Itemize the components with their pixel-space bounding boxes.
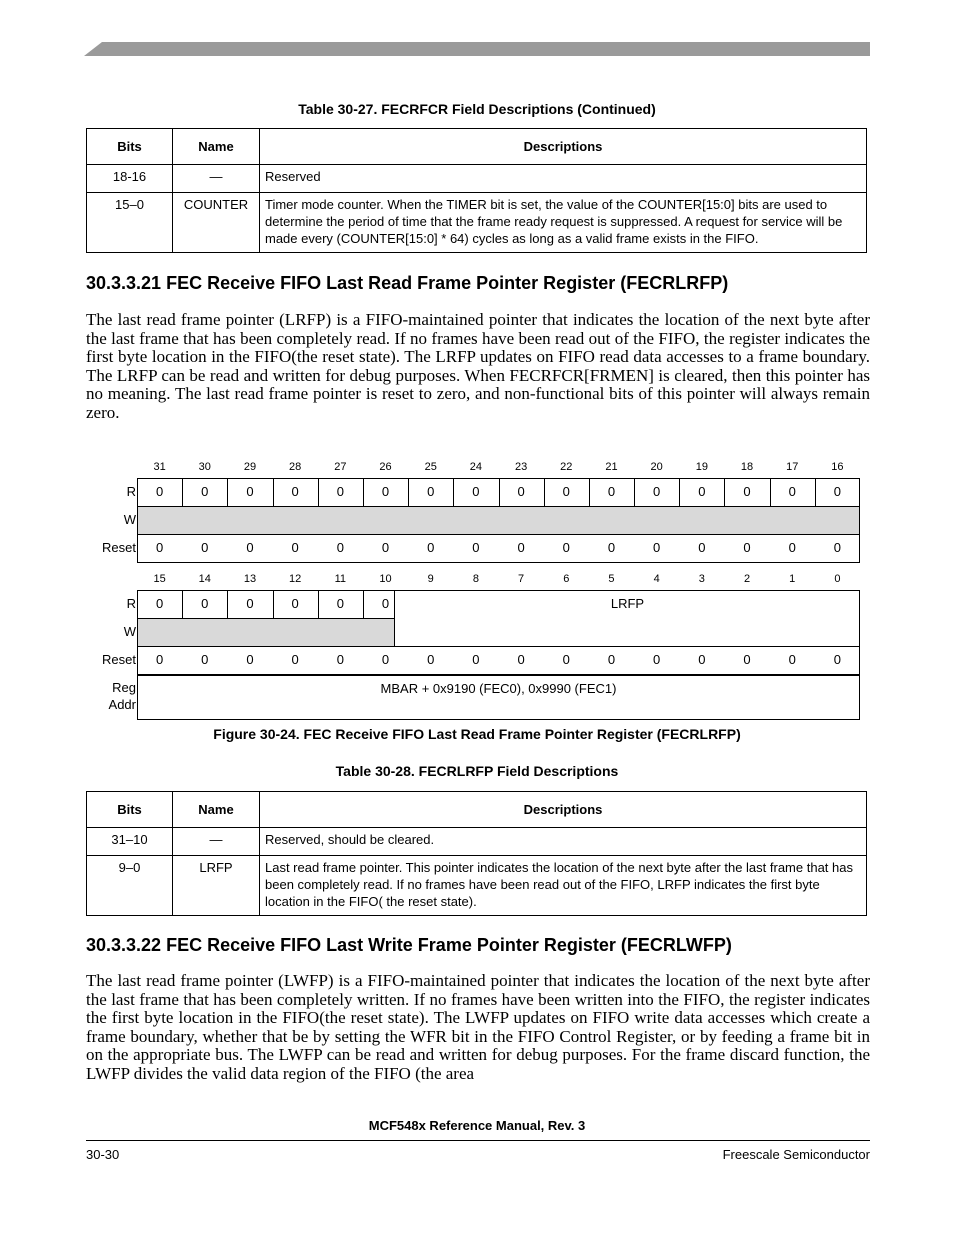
r-bit-value: 0 xyxy=(246,484,254,499)
reset-bit-value: 0 xyxy=(743,652,751,667)
cell-bits: 9–0 xyxy=(87,856,173,916)
section-21-heading: 30.3.3.21 FEC Receive FIFO Last Read Frame Pointer Register (FECRLRFP) xyxy=(86,273,729,293)
cell-bits: 31–10 xyxy=(87,828,173,856)
bit-number: 28 xyxy=(289,461,302,473)
bit-number: 17 xyxy=(786,461,799,473)
cell-name: — xyxy=(173,828,260,856)
r-bit-value: 0 xyxy=(562,484,570,499)
bit-number: 22 xyxy=(560,461,573,473)
bit-number: 12 xyxy=(289,573,302,585)
bit-divider xyxy=(363,590,364,619)
r-bit-value: 0 xyxy=(653,484,661,499)
bit-number: 10 xyxy=(379,573,392,585)
bit-number: 8 xyxy=(472,573,479,585)
reset-bit-value: 0 xyxy=(291,652,299,667)
label-w-upper: W xyxy=(123,512,136,527)
bit-number: 25 xyxy=(424,461,437,473)
table-28-caption: Table 30-28. FECRLRFP Field Descriptions xyxy=(335,763,619,779)
reset-bit-value: 0 xyxy=(833,652,842,667)
r-bit-value: 0 xyxy=(698,484,706,499)
bit-number: 30 xyxy=(198,461,211,473)
bit-number: 4 xyxy=(653,573,660,585)
lower-w-line xyxy=(137,646,860,647)
label-reset-lower: Reset xyxy=(102,652,136,667)
reset-bit-value: 0 xyxy=(472,540,480,555)
reset-bit-value: 0 xyxy=(381,652,390,667)
table-28 xyxy=(86,791,867,916)
col-name: Name xyxy=(173,792,260,828)
label-addr: Addr xyxy=(108,697,136,712)
reset-bit-value: 0 xyxy=(201,540,209,555)
cell-bits: 15–0 xyxy=(87,193,173,253)
reset-bit-value: 0 xyxy=(291,540,299,555)
reset-bit-value: 0 xyxy=(698,652,706,667)
r-bit-value: 0 xyxy=(201,596,209,611)
r-bit-value: 0 xyxy=(833,484,842,499)
cell-desc: Reserved xyxy=(260,165,867,193)
label-r-lower: R xyxy=(126,596,136,611)
r-bit-value: 0 xyxy=(517,484,525,499)
register-address: MBAR + 0x9190 (FEC0), 0x9990 (FEC1) xyxy=(380,681,617,696)
reset-bit-value: 0 xyxy=(562,540,570,555)
reset-bit-value: 0 xyxy=(201,652,209,667)
reset-bit-value: 0 xyxy=(607,652,616,667)
bit-divider xyxy=(724,478,725,507)
bit-number: 27 xyxy=(334,461,347,473)
bit-number: 5 xyxy=(608,573,615,585)
reset-bit-value: 0 xyxy=(246,540,254,555)
bit-number: 29 xyxy=(243,461,257,473)
bit-divider xyxy=(679,478,680,507)
reset-bit-value: 0 xyxy=(743,540,751,555)
label-w-lower: W xyxy=(123,624,136,639)
bit-number: 14 xyxy=(198,573,211,585)
bit-number: 0 xyxy=(834,573,841,585)
bit-number: 18 xyxy=(740,461,754,473)
reset-bit-value: 0 xyxy=(381,540,390,555)
section-21-paragraph: The last read frame pointer (LRFP) is a FIFO-maintained pointer that indicates the location of the next byte after the last frame that has been completely read. If no frames have been read out of the FIFO, the register indicates the first byte location in the FIFO(the reset state). The LRFP updates on FIFO read data accesses to a frame boundary. The LRFP can be read and written for debug purposes. When FECRFCR[FRMEN] is cleared, then this pointer has no meaning. The last read frame pointer is reset to zero, and non-functional bits of this pointer will always remain zero. xyxy=(86,310,870,422)
bit-divider xyxy=(499,478,500,507)
upper-w-shade xyxy=(138,507,859,534)
bit-divider xyxy=(318,590,319,619)
bit-divider xyxy=(453,478,454,507)
table-27-caption: Table 30-27. FECRFCR Field Descriptions (Continued) xyxy=(298,101,656,117)
reset-bit-value: 0 xyxy=(155,540,164,555)
bit-divider xyxy=(815,478,816,507)
col-bits: Bits xyxy=(87,129,173,165)
label-reset-upper: Reset xyxy=(102,540,136,555)
table-row xyxy=(87,828,867,856)
bit-number: 15 xyxy=(153,573,166,585)
r-bit-value: 0 xyxy=(291,484,299,499)
cell-desc: Timer mode counter. When the TIMER bit is set, the value of the COUNTER[15:0] bits are used to determine the period of time that the frame ready request is suppressed. A request for service will be made every (COUNTER[15:0] * 64) cycles as long as a valid frame exists in the FIFO. xyxy=(260,193,867,253)
bit-number: 31 xyxy=(153,461,166,473)
bit-divider xyxy=(227,478,228,507)
reset-bit-value: 0 xyxy=(562,652,570,667)
cell-name: — xyxy=(173,165,260,193)
lrfp-field: LRFP xyxy=(610,596,645,611)
reset-bit-value: 0 xyxy=(607,540,616,555)
r-bit-value: 0 xyxy=(427,484,435,499)
r-bit-value: 0 xyxy=(336,484,344,499)
reset-bit-value: 0 xyxy=(427,540,435,555)
bit-number: 1 xyxy=(789,573,796,585)
bit-divider xyxy=(182,590,183,619)
page-number: 30-30 xyxy=(86,1147,120,1162)
bit-divider xyxy=(318,478,319,507)
r-bit-value: 0 xyxy=(607,484,616,499)
table-row xyxy=(87,856,867,916)
r-bit-value: 0 xyxy=(743,484,751,499)
table-row xyxy=(87,165,867,193)
col-desc: Descriptions xyxy=(260,129,867,165)
r-bit-value: 0 xyxy=(155,596,164,611)
reset-bit-value: 0 xyxy=(653,540,661,555)
cell-desc: Last read frame pointer. This pointer indicates the location of the next byte after the last frame that has been completely read. If no frames have been read out of the FIFO, LRFP indicates the first byte location in the FIFO( the reset state). xyxy=(260,856,867,916)
col-bits: Bits xyxy=(87,792,173,828)
bit-number: 9 xyxy=(427,573,434,585)
r-bit-value: 0 xyxy=(291,596,299,611)
bit-number: 19 xyxy=(695,461,708,473)
bit-number: 26 xyxy=(379,461,392,473)
bit-number: 21 xyxy=(605,461,618,473)
reset-bit-value: 0 xyxy=(517,652,525,667)
bit-divider xyxy=(544,478,545,507)
cell-name: COUNTER xyxy=(173,193,260,253)
bit-divider xyxy=(227,590,228,619)
cell-name: LRFP xyxy=(173,856,260,916)
r-bit-value: 0 xyxy=(788,484,796,499)
label-reg: Reg xyxy=(112,680,136,695)
r-bit-value: 0 xyxy=(336,596,344,611)
reset-bit-value: 0 xyxy=(427,652,435,667)
bit-number: 2 xyxy=(743,573,751,585)
bit-divider xyxy=(770,478,771,507)
r-bit-value: 0 xyxy=(472,484,480,499)
bit-number: 6 xyxy=(563,573,570,585)
bit-divider xyxy=(363,478,364,507)
bit-divider xyxy=(182,478,183,507)
bit-number: 7 xyxy=(518,573,525,585)
bit-number: 23 xyxy=(514,461,528,473)
table-27 xyxy=(86,128,867,253)
section-22-heading: 30.3.3.22 FEC Receive FIFO Last Write Frame Pointer Register (FECRLWFP) xyxy=(86,935,732,955)
footer-rule xyxy=(86,1140,870,1141)
reset-bit-value: 0 xyxy=(833,540,842,555)
cell-bits: 18-16 xyxy=(87,165,173,193)
footer-company: Freescale Semiconductor xyxy=(722,1147,870,1162)
bit-number: 3 xyxy=(698,573,705,585)
lower-r-line xyxy=(137,618,395,619)
bit-number: 24 xyxy=(469,461,483,473)
lower-w-shade xyxy=(138,619,394,646)
col-name: Name xyxy=(173,129,260,165)
col-desc: Descriptions xyxy=(260,792,867,828)
r-bit-value: 0 xyxy=(155,484,164,499)
reset-bit-value: 0 xyxy=(788,652,796,667)
table-row xyxy=(87,193,867,253)
section-22-paragraph: The last read frame pointer (LWFP) is a FIFO-maintained pointer that indicates the location of the next byte after the last frame that has been completely written. If no frames have been written into the FIFO, the register indicates the first byte location in the FIFO(the reset state). The LWFP updates on FIFO write data accesses which create a frame boundary, whether that be by setting the WFR bit in the FIFO Control Register, or by feeding a frame bit in on the appropriate bus. The LWFP can be read and written for debug purposes. For the frame discard function, the LWFP divides the valid data region of the FIFO (the area xyxy=(86,971,870,1083)
bit-number: 16 xyxy=(831,461,844,473)
bit-divider xyxy=(634,478,635,507)
header-bar xyxy=(84,42,870,56)
bit-number: 20 xyxy=(650,461,663,473)
reset-bit-value: 0 xyxy=(472,652,480,667)
r-bit-value: 0 xyxy=(381,596,390,611)
reset-bit-value: 0 xyxy=(336,540,344,555)
r-bit-value: 0 xyxy=(381,484,390,499)
reset-bit-value: 0 xyxy=(155,652,164,667)
label-r-upper: R xyxy=(126,484,136,499)
bit-divider xyxy=(273,478,274,507)
r-bit-value: 0 xyxy=(246,596,254,611)
cell-desc: Reserved, should be cleared. xyxy=(260,828,867,856)
bit-divider xyxy=(408,478,409,507)
footer-title: MCF548x Reference Manual, Rev. 3 xyxy=(368,1118,586,1133)
reset-bit-value: 0 xyxy=(517,540,525,555)
figure-caption: Figure 30-24. FEC Receive FIFO Last Read Frame Pointer Register (FECRLRFP) xyxy=(213,726,741,742)
r-bit-value: 0 xyxy=(201,484,209,499)
bit-number: 13 xyxy=(243,573,257,585)
reset-bit-value: 0 xyxy=(653,652,661,667)
upper-w-line xyxy=(137,534,860,535)
reset-bit-value: 0 xyxy=(698,540,706,555)
reset-bit-value: 0 xyxy=(788,540,796,555)
reset-bit-value: 0 xyxy=(246,652,254,667)
bit-divider xyxy=(273,590,274,619)
bit-number: 11 xyxy=(334,573,347,585)
reset-bit-value: 0 xyxy=(336,652,344,667)
bit-divider xyxy=(589,478,590,507)
